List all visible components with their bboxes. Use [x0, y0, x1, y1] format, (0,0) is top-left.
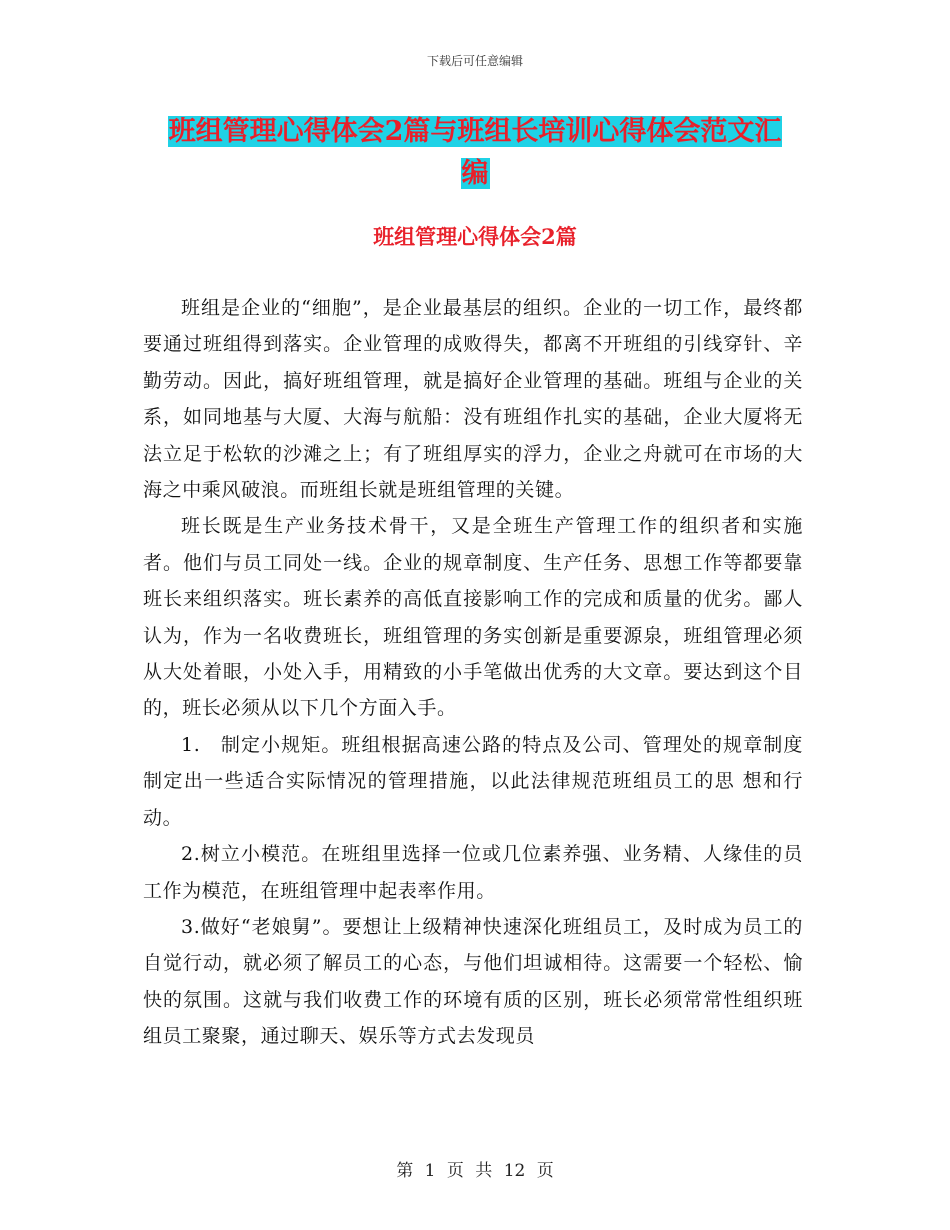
paragraph: 2.树立小模范。在班组里选择一位或几位素养强、业务精、人缘佳的员工作为模范，在班组管理中起表率作用。	[143, 843, 803, 902]
document-title-text-1: 班组管理心得体会2篇与班组长培训心得体会范文汇	[168, 116, 782, 147]
page-footer: 第 1 页 共 12 页	[396, 1161, 554, 1181]
document-body	[143, 290, 803, 1055]
document-title-line-1	[0, 114, 950, 150]
header-note: 下载后可任意编辑	[426, 54, 523, 68]
document-title-text-2: 编	[461, 158, 489, 189]
paragraph: 1. 制定小规矩。班组根据高速公路的特点及公司、管理处的规章制度制定出一些适合实际情况的管理措施，以此法律规范班组员工的思 想和行动。	[143, 733, 803, 829]
paragraph: 班长既是生产业务技术骨干，又是全班生产管理工作的组织者和实施者。他们与员工同处一线。企业的规章制度、生产任务、思想工作等都要靠班长来组织落实。班长素养的高低直接影响工作的完成和质量的优劣。鄙人认为，作为一名收费班长，班组管理的务实创新是重要源泉，班组管理必须从大处着眼，小处入手，用精致的小手笔做出优秀的大文章。要达到这个目的，班长必须从以下几个方面入手。	[143, 515, 803, 720]
paragraph: 班组是企业的“细胞”，是企业最基层的组织。企业的一切工作，最终都要通过班组得到落实。企业管理的成败得失，都离不开班组的引线穿针、辛勤劳动。因此，搞好班组管理，就是搞好企业管理的基础。班组与企业的关系，如同地基与大厦、大海与航船：没有班组作扎实的基础，企业大厦将无法立足于松软的沙滩之上；有了班组厚实的浮力，企业之舟就可在市场的大海之中乘风破浪。而班组长就是班组管理的关键。	[143, 297, 803, 502]
document-title-line-2	[0, 156, 950, 192]
paragraph: 3.做好“老娘舅”。要想让上级精神快速深化班组员工，及时成为员工的自觉行动，就必须了解员工的心态，与他们坦诚相待。这需要一个轻松、愉快的氛围。这就与我们收费工作的环境有质的区别，班长必须常常性组织班组员工聚聚，通过聊天、娱乐等方式去发现员	[143, 915, 803, 1048]
section-title: 班组管理心得体会2篇	[373, 224, 577, 249]
